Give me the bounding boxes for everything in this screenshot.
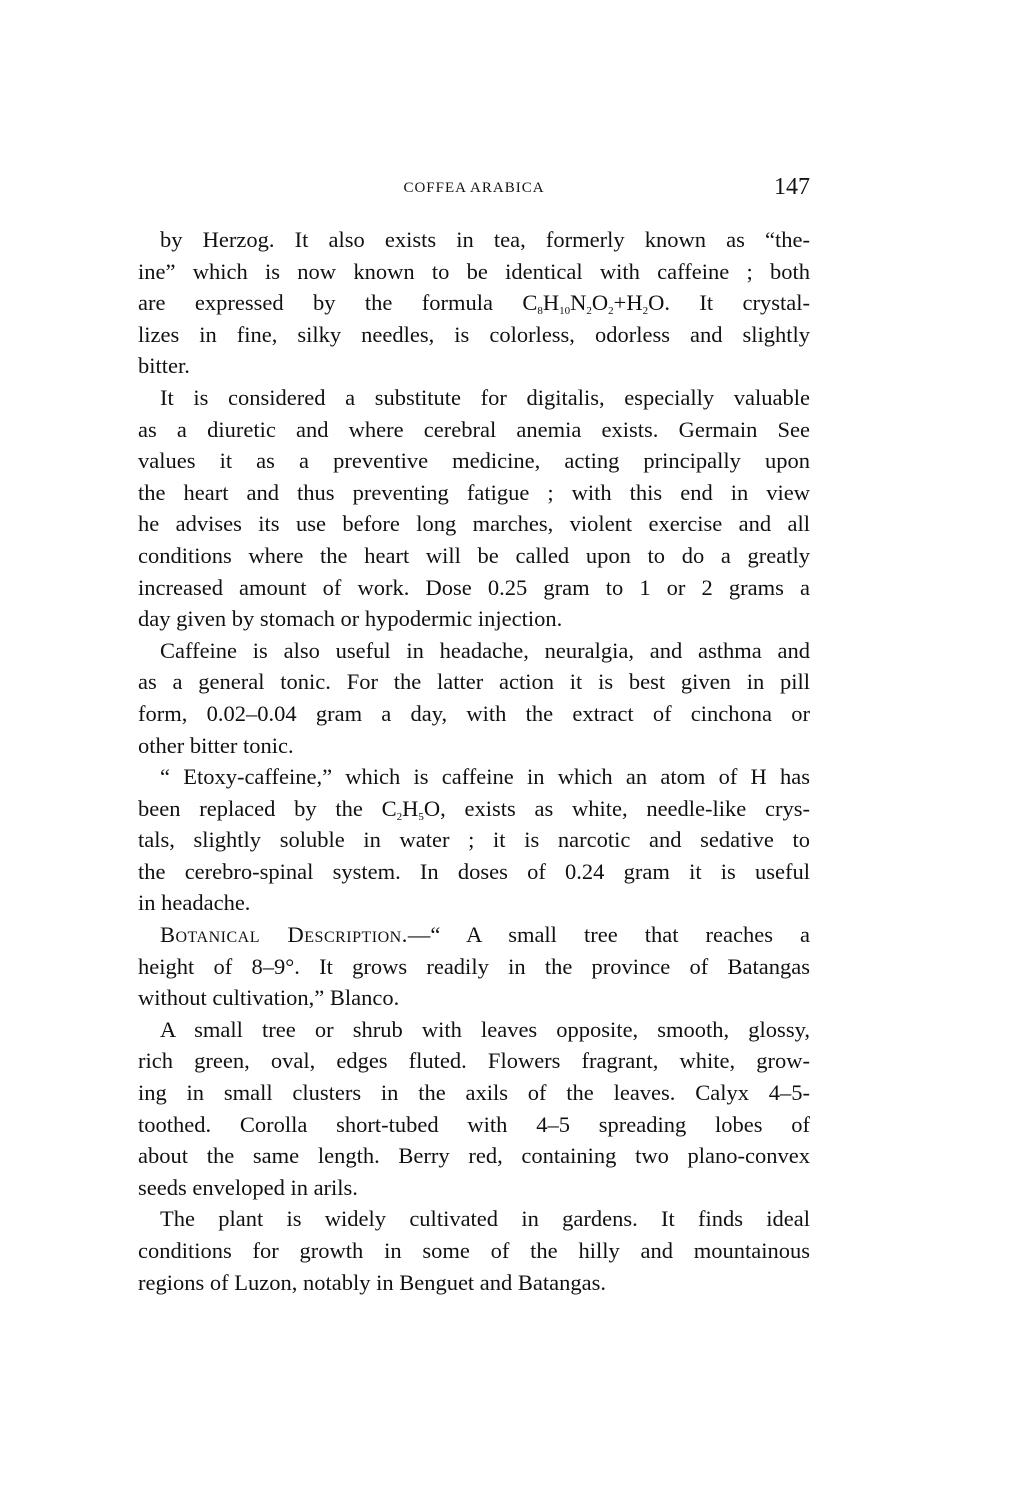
text-run: seeds enveloped in arils. bbox=[138, 1174, 358, 1200]
text-run: increased amount of work. Dose 0.25 gram to 1 or 2 grams a bbox=[138, 574, 810, 600]
text-line bbox=[138, 1203, 810, 1235]
text-run: Caffeine is also useful in headache, neuralgia, and asthma and bbox=[160, 637, 810, 663]
subscript: 8 bbox=[537, 305, 543, 318]
subscript: 5 bbox=[418, 810, 424, 823]
text-run: been replaced by the C bbox=[138, 795, 397, 821]
text-run: A small tree or shrub with leaves opposite, smooth, glossy, bbox=[160, 1016, 810, 1042]
text-run: are expressed by the formula C bbox=[138, 290, 538, 316]
text-run: the heart and thus preventing fatigue ; with this end in view bbox=[138, 479, 810, 505]
paragraph bbox=[138, 1203, 810, 1298]
text-line bbox=[138, 1235, 810, 1267]
text-run: form, 0.02–0.04 gram a day, with the extract of cinchona or bbox=[138, 700, 810, 726]
text-run: +H bbox=[613, 290, 643, 316]
text-run: conditions for growth in some of the hilly and mountainous bbox=[138, 1238, 810, 1263]
paragraph bbox=[138, 919, 810, 1014]
text-line bbox=[138, 1140, 810, 1172]
page-body bbox=[138, 224, 810, 1298]
text-run: O. It crystal- bbox=[648, 290, 810, 316]
subscript: 2 bbox=[608, 305, 614, 318]
paragraph bbox=[138, 224, 810, 382]
text-line bbox=[138, 730, 810, 762]
text-run: ine” which is now known to be identical with caffeine ; both bbox=[138, 258, 810, 284]
text-run: values it as a preventive medicine, acting principally upon bbox=[138, 448, 810, 474]
text-run: as a general tonic. For the latter action it is best given in pill bbox=[138, 669, 810, 695]
text-run: height of 8–9°. It grows readily in the province of Batangas bbox=[138, 953, 810, 979]
text-run: day given by stomach or hypodermic injection. bbox=[138, 606, 563, 632]
text-run: toothed. Corolla short-tubed with 4–5 spreading lobes of bbox=[138, 1111, 810, 1137]
text-line bbox=[138, 1109, 810, 1141]
text-line bbox=[138, 477, 810, 509]
text-run: lizes in fine, silky needles, is colorless, odorless and slightly bbox=[138, 321, 810, 347]
text-run: —“ A small tree that reaches a bbox=[407, 922, 810, 948]
text-line bbox=[138, 666, 810, 698]
text-line bbox=[138, 887, 810, 919]
text-line bbox=[138, 824, 810, 856]
text-line bbox=[138, 256, 810, 288]
text-run: ing in small clusters in the axils of the leaves. Calyx 4–5- bbox=[138, 1080, 810, 1106]
text-run: “ Etoxy-caffeine,” which is caffeine in which an atom of H has bbox=[160, 764, 810, 790]
text-run: as a diuretic and where cerebral anemia exists. Germain See bbox=[138, 416, 810, 442]
subscript: 2 bbox=[586, 305, 592, 318]
text-run: rich green, oval, edges fluted. Flowers fragrant, white, grow- bbox=[138, 1048, 810, 1074]
text-line bbox=[138, 761, 810, 793]
text-line bbox=[138, 224, 810, 256]
text-run: in headache. bbox=[138, 890, 251, 916]
text-run: bitter. bbox=[138, 353, 190, 379]
text-line bbox=[138, 603, 810, 635]
section-heading: Botanical Description. bbox=[160, 922, 408, 948]
text-run: H bbox=[402, 795, 419, 821]
text-line bbox=[138, 698, 810, 730]
text-run: N bbox=[570, 290, 587, 316]
text-run: about the same length. Berry red, containing two plano-convex bbox=[138, 1143, 810, 1169]
text-line bbox=[138, 287, 810, 319]
text-run: The plant is widely cultivated in gardens. It finds ideal bbox=[160, 1206, 810, 1232]
text-line bbox=[138, 1045, 810, 1077]
paragraph bbox=[138, 1014, 810, 1204]
text-line bbox=[138, 951, 810, 983]
text-line bbox=[138, 1172, 810, 1204]
text-line bbox=[138, 919, 810, 951]
page-header bbox=[138, 174, 810, 204]
paragraph bbox=[138, 761, 810, 919]
text-line bbox=[138, 793, 810, 825]
text-line bbox=[138, 319, 810, 351]
text-line bbox=[138, 540, 810, 572]
text-run: by Herzog. It also exists in tea, formerly known as “the- bbox=[160, 227, 810, 252]
text-run: H bbox=[542, 290, 560, 316]
subscript: 10 bbox=[559, 305, 571, 318]
text-run: without cultivation,” Blanco. bbox=[138, 985, 400, 1011]
text-line bbox=[138, 414, 810, 446]
text-line bbox=[138, 572, 810, 604]
page-number: 147 bbox=[774, 174, 810, 200]
text-line bbox=[138, 382, 810, 414]
paragraph bbox=[138, 382, 810, 635]
text-line bbox=[138, 445, 810, 477]
subscript: 2 bbox=[642, 305, 649, 318]
text-line bbox=[138, 982, 810, 1014]
text-line bbox=[138, 1267, 810, 1299]
subscript: 2 bbox=[396, 810, 403, 823]
paragraph bbox=[138, 635, 810, 761]
running-title: COFFEA ARABICA bbox=[403, 180, 545, 196]
text-run: O bbox=[591, 290, 609, 316]
text-run: O, exists as white, needle-like crys- bbox=[423, 795, 810, 821]
text-run: other bitter tonic. bbox=[138, 732, 294, 758]
text-run: It is considered a substitute for digitalis, especially valuable bbox=[160, 384, 810, 410]
text-line bbox=[138, 635, 810, 667]
text-run: tals, slightly soluble in water ; it is narcotic and sedative to bbox=[138, 827, 810, 853]
text-run: regions of Luzon, notably in Benguet and Batangas. bbox=[138, 1269, 607, 1295]
text-line bbox=[138, 350, 810, 382]
text-run: he advises its use before long marches, violent exercise and all bbox=[138, 511, 810, 537]
text-line bbox=[138, 1014, 810, 1046]
text-line bbox=[138, 856, 810, 888]
text-run: conditions where the heart will be called upon to do a greatly bbox=[138, 542, 810, 568]
text-line bbox=[138, 1077, 810, 1109]
text-run: the cerebro-spinal system. In doses of 0.24 gram it is useful bbox=[138, 858, 810, 884]
text-line bbox=[138, 508, 810, 540]
